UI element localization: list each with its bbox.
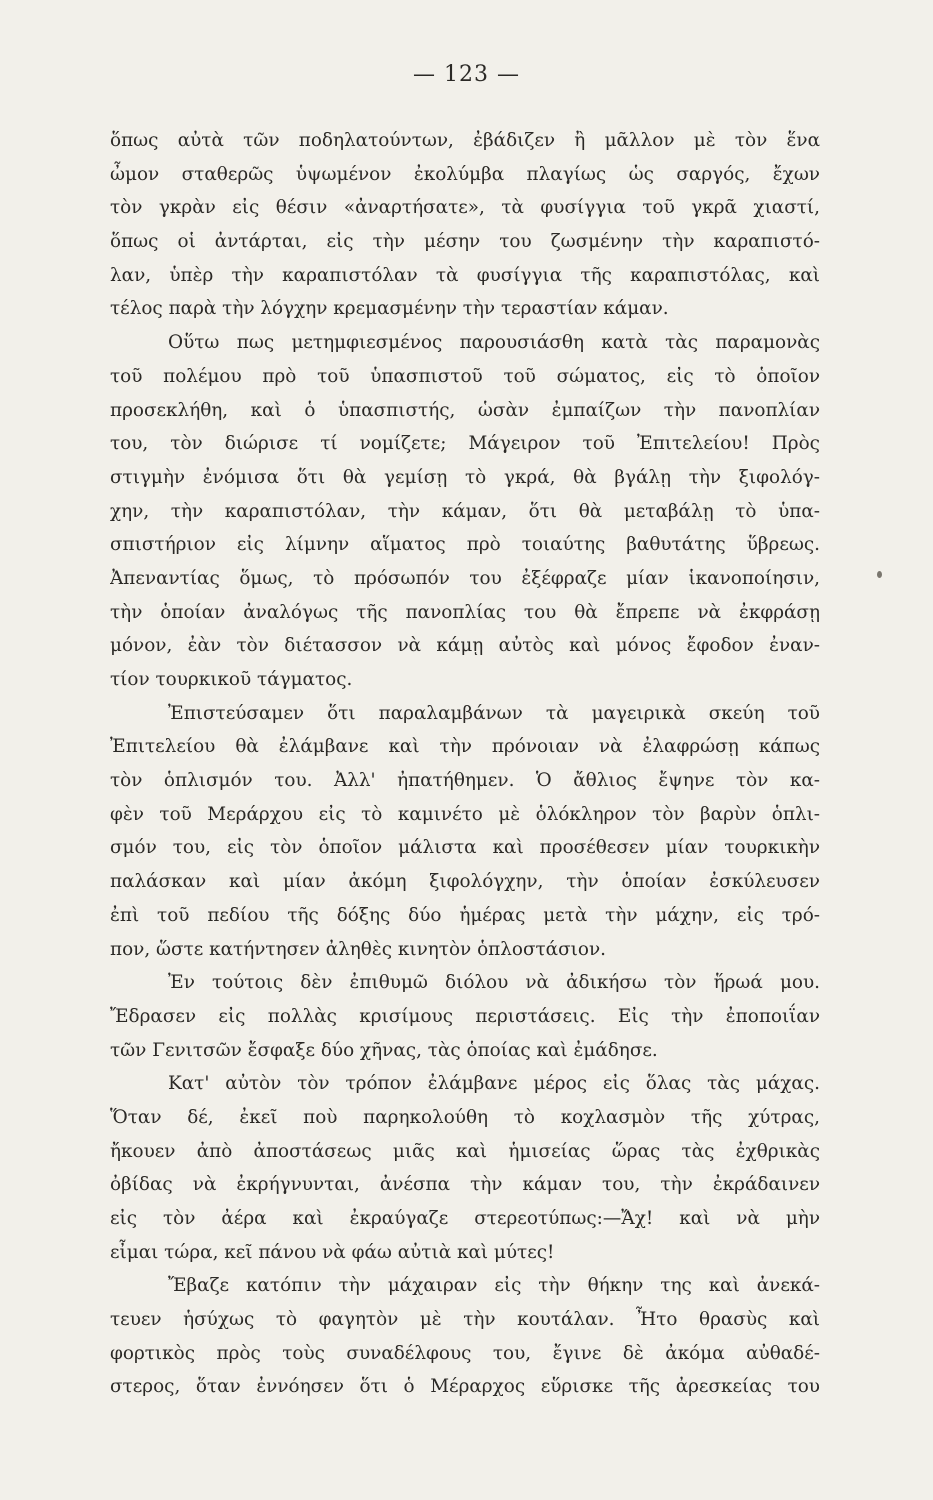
text-line: τευεν ἡσύχως τὸ φαγητὸν μὲ τὴν κουτάλαν. Ἦτο θρασὺς καὶ: [110, 1309, 820, 1331]
text-line: φὲν τοῦ Μεράρχου εἰς τὸ καμινέτο μὲ ὁλόκληρον τὸν βαρὺν ὁπλι-: [110, 803, 820, 825]
text-line: Ἔδρασεν εἰς πολλὰς κρισίμους περιστάσεις. Εἰς τὴν ἐποποιΐαν: [110, 1005, 820, 1027]
text-line: ὦμον σταθερῶς ὑψωμένον ἐκολύμβα πλαγίως ὡς σαργός, ἔχων: [110, 163, 820, 185]
text-line: τὸν ὁπλισμόν του. Ἀλλ' ἠπατήθημεν. Ὁ ἄθλιος ἔψηνε τὸν κα-: [110, 770, 820, 792]
ink-speck: [877, 571, 882, 578]
text-line: τίον τουρκικοῦ τάγματος.: [110, 669, 353, 690]
text-line: ἐπὶ τοῦ πεδίου τῆς δόξης δύο ἡμέρας μετὰ τὴν μάχην, εἰς τρό-: [110, 904, 820, 926]
text-line: στιγμὴν ἐνόμισα ὅτι θὰ γεμίσῃ τὸ γκρά, θὰ βγάλῃ τὴν ξιφολόγ-: [110, 466, 820, 488]
text-line: ὀβίδας νὰ ἐκρήγνυνται, ἀνέσπα τὴν κάμαν του, τὴν ἐκράδαινεν: [110, 1174, 820, 1196]
text-line: Ἔβαζε κατόπιν τὴν μάχαιραν εἰς τὴν θήκην της καὶ ἀνεκά-: [168, 1275, 820, 1297]
text-line: Κατ' αὐτὸν τὸν τρόπον ἐλάμβανε μέρος εἰς ὅλας τὰς μάχας.: [168, 1073, 820, 1095]
text-line: παλάσκαν καὶ μίαν ἀκόμη ξιφολόγχην, τὴν ὁποίαν ἐσκύλευσεν: [110, 871, 820, 893]
body-text: [110, 124, 820, 1404]
text-line: Ἐπιστεύσαμεν ὅτι παραλαμβάνων τὰ μαγειρικὰ σκεύη τοῦ: [168, 702, 820, 724]
page-number: — 123 —: [413, 62, 520, 87]
text-line: τὴν ὁποίαν ἀναλόγως τῆς πανοπλίας του θὰ ἔπρεπε νὰ ἐκφράσῃ: [110, 601, 820, 623]
text-line: μόνον, ἐὰν τὸν διέτασσον νὰ κάμῃ αὐτὸς καὶ μόνος ἔφοδον ἐναν-: [110, 635, 820, 657]
text-line: ὅπως οἱ ἀντάρται, εἰς τὴν μέσην του ζωσμένην τὴν καραπιστό-: [110, 231, 820, 253]
text-line: ἤκουεν ἀπὸ ἀποστάσεως μιᾶς καὶ ἡμισείας ὥρας τὰς ἐχθρικὰς: [110, 1140, 820, 1162]
text-line: τῶν Γενιτσῶν ἔσφαξε δύο χῆνας, τὰς ὁποίας καὶ ἐμάδησε.: [110, 1039, 658, 1061]
text-line: Ὅταν δέ, ἐκεῖ ποὺ παρηκολούθη τὸ κοχλασμὸν τῆς χύτρας,: [110, 1106, 820, 1128]
text-line: φορτικὸς πρὸς τοὺς συναδέλφους του, ἔγινε δὲ ἀκόμα αὐθαδέ-: [110, 1342, 820, 1364]
text-line: πον, ὥστε κατήντησεν ἀληθὲς κινητὸν ὁπλοστάσιον.: [110, 938, 606, 960]
text-line: στερος, ὅταν ἐννόησεν ὅτι ὁ Μέραρχος εὕρισκε τῆς ἀρεσκείας του: [110, 1376, 820, 1398]
text-line: τέλος παρὰ τὴν λόγχην κρεμασμένην τὴν τεραστίαν κάμαν.: [110, 298, 669, 320]
text-line: εἶμαι τώρα, κεῖ πάνου νὰ φάω αὐτιὰ καὶ μύτες!: [110, 1241, 555, 1263]
text-line: του, τὸν διώρισε τί νομίζετε; Μάγειρον τοῦ Ἐπιτελείου! Πρὸς: [110, 433, 820, 455]
text-line: εἰς τὸν ἀέρα καὶ ἐκραύγαζε στερεοτύπως:—Ἄχ! καὶ νὰ μὴν: [110, 1208, 820, 1229]
text-line: Ἐν τούτοις δὲν ἐπιθυμῶ διόλου νὰ ἀδικήσω τὸν ἥρωά μου.: [168, 972, 820, 994]
text-line: Ἐπιτελείου θὰ ἐλάμβανε καὶ τὴν πρόνοιαν νὰ ἐλαφρώσῃ κάπως: [110, 736, 820, 758]
text-line: τὸν γκρὰν εἰς θέσιν «ἀναρτήσατε», τὰ φυσίγγια τοῦ γκρᾶ χιαστί,: [110, 197, 820, 219]
text-line: ὅπως αὐτὰ τῶν ποδηλατούντων, ἐβάδιζεν ἢ μᾶλλον μὲ τὸν ἕνα: [110, 130, 820, 151]
text-line: Ἀπεναντίας ὅμως, τὸ πρόσωπόν του ἐξέφραζε μίαν ἱκανοποίησιν,: [110, 567, 820, 589]
text-line: τοῦ πολέμου πρὸ τοῦ ὑπασπιστοῦ τοῦ σώματος, εἰς τὸ ὁποῖον: [110, 365, 820, 387]
text-line: λαν, ὑπὲρ τὴν καραπιστόλαν τὰ φυσίγγια τῆς καραπιστόλας, καὶ: [110, 264, 820, 286]
text-line: προσεκλήθη, καὶ ὁ ὑπασπιστής, ὡσὰν ἐμπαίζων τὴν πανοπλίαν: [110, 399, 820, 421]
text-line: χην, τὴν καραπιστόλαν, τὴν κάμαν, ὅτι θὰ μεταβάλῃ τὸ ὑπα-: [110, 500, 820, 522]
text-line: σμόν του, εἰς τὸν ὁποῖον μάλιστα καὶ προσέθεσεν μίαν τουρκικὴν: [110, 837, 820, 859]
text-line: Οὕτω πως μετημφιεσμένος παρουσιάσθη κατὰ τὰς παραμονὰς: [168, 332, 820, 354]
text-line: σπιστήριον εἰς λίμνην αἵματος πρὸ τοιαύτης βαθυτάτης ὕβρεως.: [110, 534, 820, 556]
